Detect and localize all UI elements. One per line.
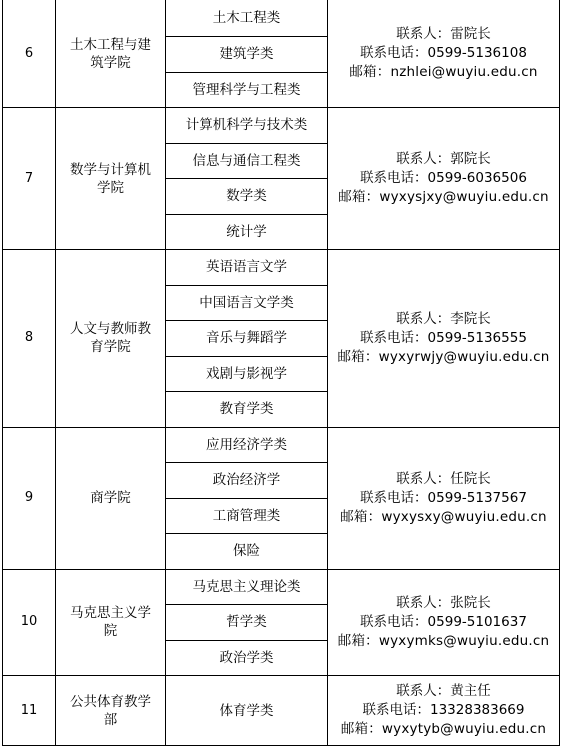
contact-person: 联系人：张院长: [396, 594, 491, 611]
major-cell: 统计学: [166, 214, 328, 250]
college-name: 人文与教师教育学院: [56, 250, 166, 428]
college-name: 商学院: [56, 427, 166, 569]
row-number: 9: [3, 427, 56, 569]
row-number: 7: [3, 108, 56, 250]
contact-email: 邮箱：wyxysxy@wuyiu.edu.cn: [340, 508, 547, 525]
college-name: 数学与计算机学院: [56, 108, 166, 250]
major-cell: 政治学类: [166, 640, 328, 676]
contact-email: 邮箱：wyxysjxy@wuyiu.edu.cn: [338, 189, 549, 205]
row-number: 6: [3, 0, 56, 108]
contact-cell: [328, 676, 560, 746]
contact-email: 邮箱：wyxyrwjy@wuyiu.edu.cn: [337, 348, 550, 365]
major-cell: 保险: [166, 534, 328, 570]
major-cell: 应用经济学类: [166, 427, 328, 463]
table-row: [3, 250, 560, 286]
table-row: [3, 108, 560, 144]
contact-person: 联系人：雷院长: [396, 26, 491, 42]
contact-cell: [328, 569, 560, 676]
major-cell: 体育学类: [166, 676, 328, 746]
major-cell: 教育学类: [166, 392, 328, 428]
contact-phone: 联系电话：0599-6036506: [360, 170, 527, 186]
contact-cell: [328, 108, 560, 250]
row-number: 11: [3, 676, 56, 746]
contact-cell: [328, 250, 560, 428]
college-name: 土木工程与建筑学院: [56, 0, 166, 108]
major-cell: 数学类: [166, 179, 328, 215]
contact-person: 联系人：任院长: [396, 470, 491, 487]
contact-cell: [328, 427, 560, 569]
table-row: [3, 676, 560, 746]
contact-email: 邮箱：wyxymks@wuyiu.edu.cn: [337, 632, 550, 649]
contact-person: 联系人：黄主任: [396, 683, 491, 699]
major-cell: 英语语言文学: [166, 250, 328, 286]
contact-person: 联系人：郭院长: [396, 151, 491, 167]
major-cell: 音乐与舞蹈学: [166, 321, 328, 357]
contact-phone: 联系电话：0599-5101637: [360, 613, 527, 630]
major-cell: 政治经济学: [166, 463, 328, 499]
major-cell: 戏剧与影视学: [166, 356, 328, 392]
contact-cell: [328, 0, 560, 108]
contact-email: 邮箱：nzhlei@wuyiu.edu.cn: [349, 64, 538, 80]
table-row: [3, 427, 560, 463]
recruitment-contact-table: [2, 0, 560, 746]
contact-phone: 联系电话：0599-5136108: [360, 45, 527, 61]
major-cell: 计算机科学与技术类: [166, 108, 328, 144]
major-cell: 信息与通信工程类: [166, 143, 328, 179]
row-number: 8: [3, 250, 56, 428]
major-cell: 工商管理类: [166, 498, 328, 534]
college-name: 马克思主义学院: [56, 569, 166, 676]
major-cell: 土木工程类: [166, 0, 328, 37]
contact-phone: 联系电话：0599-5137567: [360, 489, 527, 506]
major-cell: 哲学类: [166, 605, 328, 641]
contact-phone: 联系电话：13328383669: [362, 702, 525, 718]
table-row: [3, 569, 560, 605]
row-number: 10: [3, 569, 56, 676]
major-cell: 中国语言文学类: [166, 285, 328, 321]
major-cell: 管理科学与工程类: [166, 72, 328, 108]
contact-email: 邮箱：wyxytyb@wuyiu.edu.cn: [340, 721, 547, 737]
major-cell: 建筑学类: [166, 37, 328, 73]
contact-person: 联系人：李院长: [396, 310, 491, 327]
table-row: [3, 0, 560, 37]
major-cell: 马克思主义理论类: [166, 569, 328, 605]
college-name: 公共体育教学部: [56, 676, 166, 746]
contact-phone: 联系电话：0599-5136555: [360, 329, 527, 346]
